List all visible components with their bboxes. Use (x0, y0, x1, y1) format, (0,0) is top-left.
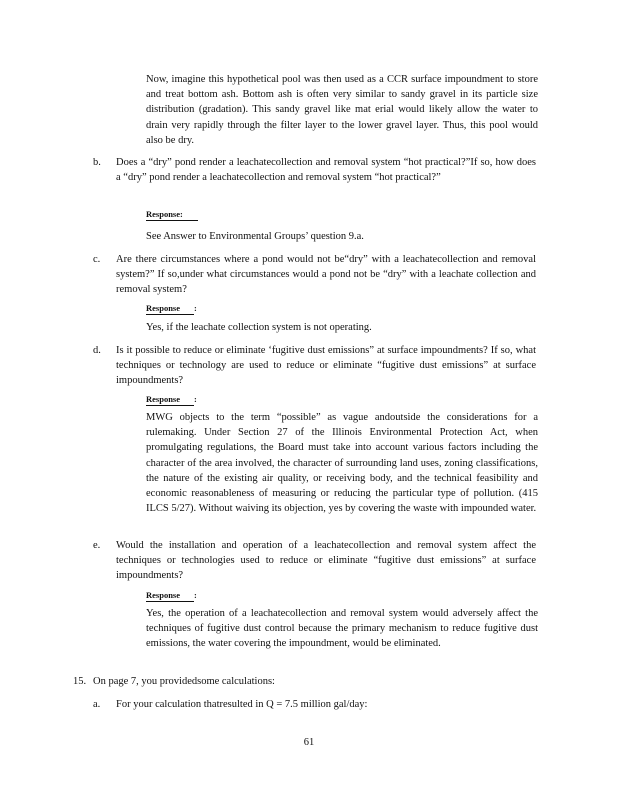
intro-paragraph: Now, imagine this hypothetical pool was then used as a CCR surface impoundment to store and treat bottom ash. Bottom ash is often very similar to sandy gravel in its particle size distribution (gradation). This sandy gravel like mat erial would likely allow the water to drain very rapidly through the filter layer to the lower gravel layer. Thus, this pool would also be dry. (146, 74, 538, 146)
item-e-label: e. (93, 540, 101, 551)
item-c-label: c. (93, 254, 101, 265)
item-15a-label: a. (93, 699, 101, 710)
item-e-answer: Yes, the operation of a leachatecollection and removal system would adversely affect the techniques of fugitive dust control because the primary mechanism to reduce fugitive dust emissions, the water covering the impoundment, would be eliminated. (146, 608, 538, 650)
item-d-response-label: Response : (146, 394, 197, 404)
item-d-answer: MWG objects to the term “possible” as vague andoutside the considerations for a rulemaking. Under Section 27 of the Illinois Environmental Protection Act, when promulgating regulations, the Board must take into account various factors including the character of the area involved, the character of surrounding land uses, zoning classifications, the nature of the existing air quality, or receiving body, and the technical feasibility and economic reasonableness of measuring or reducing the particular type of pollution. (415 ILCS 5/27). Without waiving its objection, yes by covering the waste with impounded water. (146, 412, 538, 515)
page-number: 61 (303, 737, 315, 748)
item-b-response-label: Response: (146, 209, 198, 221)
item-c-response-label: Response : (146, 303, 197, 313)
item-e-question: Would the installation and operation of a leachatecollection and removal system affect the techniques or technologies used to reduce or eliminate “fugitive dust emissions” at surface impoundments? (116, 540, 536, 582)
item-b-question: Does a “dry” pond render a leachatecollection and removal system “hot practical?”If so, how does a “dry” pond render a leachatecollection and removal system “hot practical?” (116, 157, 536, 184)
item-c-answer: Yes, if the leachate collection system is not operating. (146, 322, 372, 333)
item-15a-text: For your calculation thatresulted in Q = 7.5 million gal/day: (116, 699, 368, 710)
item-c-question: Are there circumstances where a pond would not be“dry” with a leachatecollection and removal system?” If so,under what circumstances would a pond not be “dry” with a leachate collection and removal system? (116, 254, 536, 296)
item-15-number: 15. (73, 676, 87, 687)
item-b-label: b. (93, 157, 101, 168)
item-15-text: On page 7, you providedsome calculations: (93, 676, 275, 687)
item-d-question: Is it possible to reduce or eliminate ‘fugitive dust emissions” at surface impoundments? If so, what techniques or technology are used to reduce or eliminate “fugitive dust emissions” at surface impoundments? (116, 345, 536, 387)
item-d-label: d. (93, 345, 101, 356)
item-e-response-label: Response : (146, 590, 197, 600)
item-b-answer: See Answer to Environmental Groups’ question 9.a. (146, 231, 364, 242)
